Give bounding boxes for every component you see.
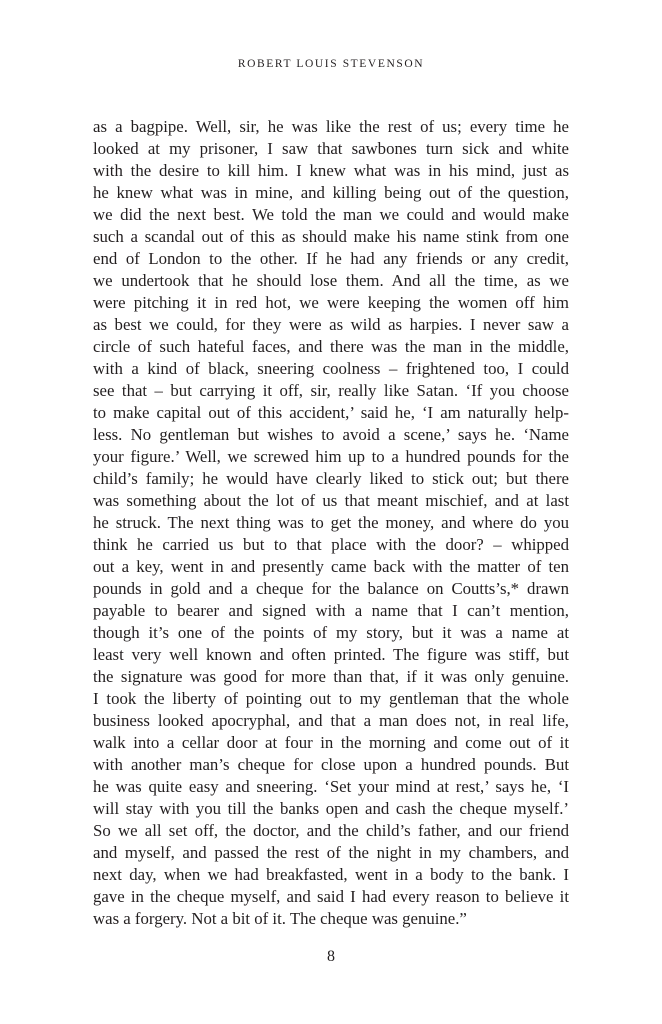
page-number: 8: [327, 948, 335, 965]
text-line: child’s family; he would have clearly liked to stick out; but there: [93, 469, 569, 488]
text-line: So we all set off, the doctor, and the child’s father, and our friend: [93, 821, 569, 840]
text-line: I took the liberty of pointing out to my gentleman that the whole: [93, 689, 569, 708]
text-line: will stay with you till the banks open and cash the cheque myself.’: [93, 799, 569, 818]
text-line: we did the next best. We told the man we could and would make: [93, 205, 569, 224]
text-line: walk into a cellar door at four in the morning and come out of it: [93, 733, 569, 752]
text-line: see that – but carrying it off, sir, really like Satan. ‘If you choose: [93, 381, 569, 400]
text-line: your figure.’ Well, we screwed him up to a hundred pounds for the: [93, 447, 569, 466]
text-line: to make capital out of this accident,’ said he, ‘I am naturally help-: [93, 403, 569, 422]
text-line: with a kind of black, sneering coolness – frightened too, I could: [93, 359, 569, 378]
text-line: though it’s one of the points of my story, but it was a name at: [93, 623, 569, 642]
text-line: least very well known and often printed. The figure was stiff, but: [93, 645, 569, 664]
text-line: with the desire to kill him. I knew what was in his mind, just as: [93, 161, 569, 180]
text-line: pounds in gold and a cheque for the balance on Coutts’s,* drawn: [93, 579, 569, 598]
text-line: out a key, went in and presently came back with the matter of ten: [93, 557, 569, 576]
text-line: less. No gentleman but wishes to avoid a scene,’ says he. ‘Name: [93, 425, 569, 444]
body-text: [93, 116, 569, 930]
text-line: with another man’s cheque for close upon a hundred pounds. But: [93, 755, 569, 774]
text-line: next day, when we had breakfasted, went in a body to the bank. I: [93, 865, 569, 884]
text-line: as a bagpipe. Well, sir, he was like the rest of us; every time he: [93, 117, 569, 136]
text-line: and myself, and passed the rest of the night in my chambers, and: [93, 843, 569, 862]
text-line: we undertook that he should lose them. And all the time, as we: [93, 271, 569, 290]
text-line: he struck. The next thing was to get the money, and where do you: [93, 513, 569, 532]
text-line: was something about the lot of us that meant mischief, and at last: [93, 491, 569, 510]
text-line: were pitching it in red hot, we were keeping the women off him: [93, 293, 569, 312]
text-line: gave in the cheque myself, and said I had every reason to believe it: [93, 887, 569, 906]
running-head: ROBERT LOUIS STEVENSON: [237, 58, 425, 70]
text-line: circle of such hateful faces, and there was the man in the middle,: [93, 337, 569, 356]
text-line: looked at my prisoner, I saw that sawbones turn sick and white: [93, 139, 569, 158]
text-line: was a forgery. Not a bit of it. The cheque was genuine.”: [93, 909, 467, 928]
text-line: payable to bearer and signed with a name that I can’t mention,: [93, 601, 569, 620]
text-line: end of London to the other. If he had any friends or any credit,: [93, 249, 569, 268]
text-line: he was quite easy and sneering. ‘Set your mind at rest,’ says he, ‘I: [93, 777, 569, 796]
text-line: business looked apocryphal, and that a man does not, in real life,: [93, 711, 569, 730]
text-line: he knew what was in mine, and killing being out of the question,: [93, 183, 569, 202]
text-line: such a scandal out of this as should make his name stink from one: [93, 227, 569, 246]
text-line: the signature was good for more than that, if it was only genuine.: [93, 667, 569, 686]
text-line: as best we could, for they were as wild as harpies. I never saw a: [93, 315, 569, 334]
text-line: think he carried us but to that place with the door? – whipped: [93, 535, 569, 554]
